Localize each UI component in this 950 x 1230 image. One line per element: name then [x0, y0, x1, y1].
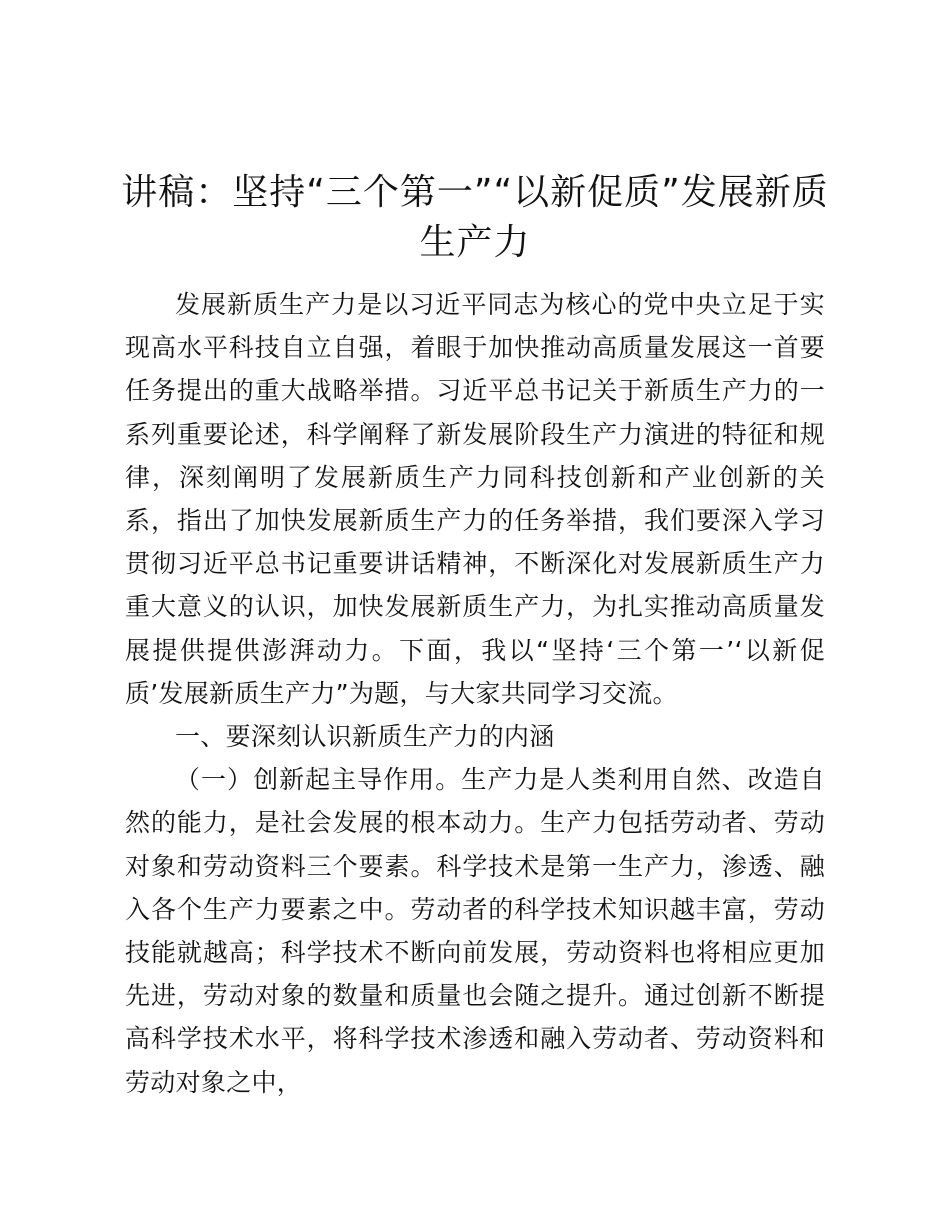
intro-paragraph: 发展新质生产力是以习近平同志为核心的党中央立足于实现高水平科技自立自强，着眼于加快推动高质量发展这一首要任务提出的重大战略举措。习近平总书记关于新质生产力的一系列重要论述，科学阐释了新发展阶段生产力演进的特征和规律，深刻阐明了发展新质生产力同科技创新和产业创新的关系，指出了加快发展新质生产力的任务举措，我们要深入学习贯彻习近平总书记重要讲话精神，不断深化对发展新质生产力重大意义的认识，加快发展新质生产力，为扎实推动高质量发展提供提供澎湃动力。下面，我以“坚持‘三个第一’‘以新促质’发展新质生产力”为题，与大家共同学习交流。 — [125, 290, 825, 708]
section-heading: 一、要深刻认识新质生产力的内涵 — [175, 722, 555, 752]
document-title: 讲稿：坚持“三个第一”“以新促质”发展新质生产力 — [121, 172, 829, 263]
document-body — [125, 283, 825, 1104]
subsection-paragraph: （一）创新起主导作用。生产力是人类利用自然、改造自然的能力，是社会发展的根本动力。生产力包括劳动者、劳动对象和劳动资料三个要素。科学技术是第一生产力，渗透、融入各个生产力要素之中。劳动者的科学技术知识越丰富，劳动技能就越高；科学技术不断向前发展，劳动资料也将相应更加先进，劳动对象的数量和质量也会随之提升。通过创新不断提高科学技术水平，将科学技术渗透和融入劳动者、劳动资料和劳动对象之中， — [125, 765, 825, 1097]
